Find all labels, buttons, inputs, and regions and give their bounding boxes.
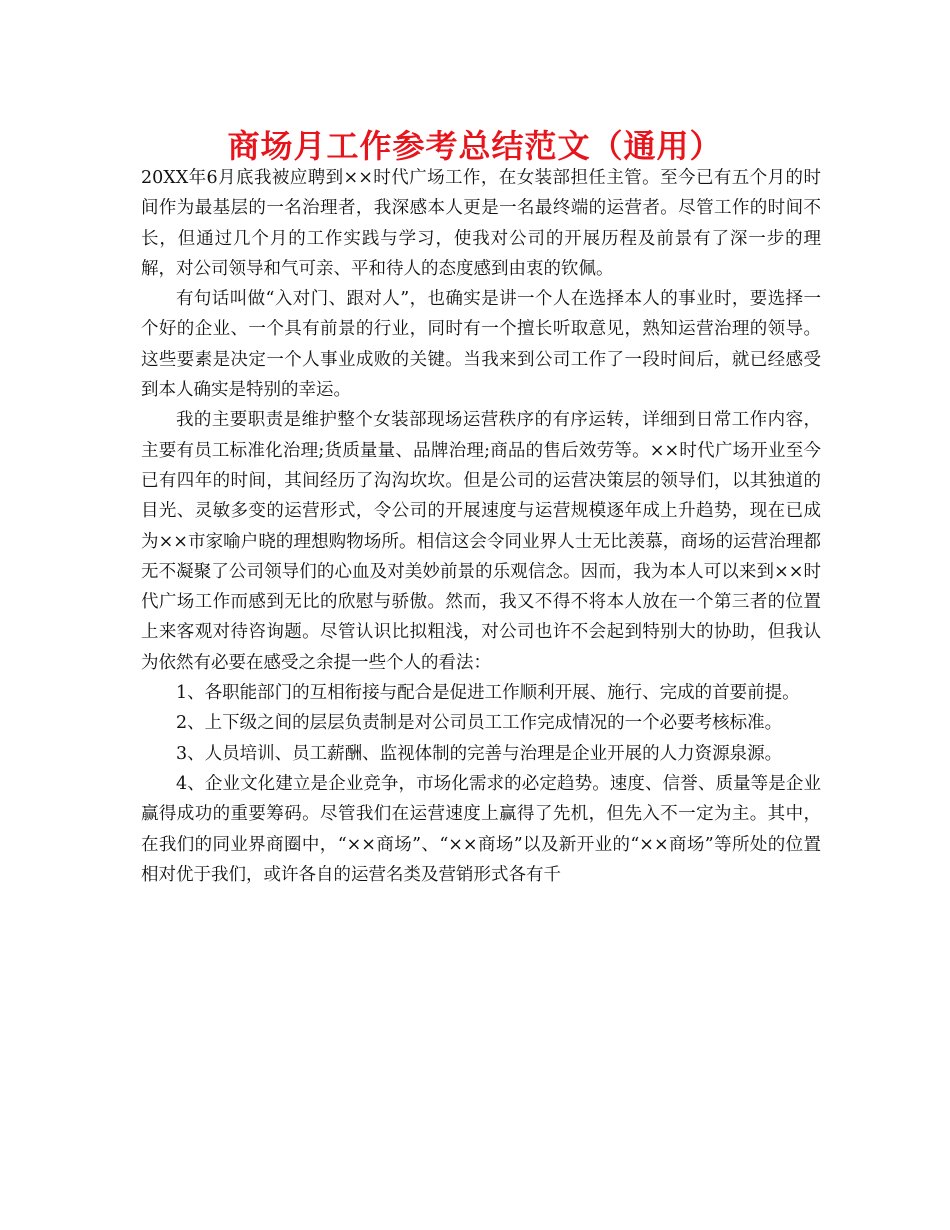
document-body <box>141 163 821 890</box>
list-item-2: 2、上下级之间的层层负责制是对公司员工工作完成情况的一个必要考核标准。 <box>176 713 783 734</box>
paragraph-2: 有句话叫做“入对门、跟对人”，也确实是讲一个人在选择本人的事业时，要选择一个好的企业、一个具有前景的行业，同时有一个擅长听取意见，熟知运营治理的领导。这些要素是决定一个人事业成败的关键。当我来到公司工作了一段时间后，就已经感受到本人确实是特别的幸运。 <box>141 289 821 401</box>
list-item-1: 1、各职能部门的互相衔接与配合是促进工作顺利开展、施行、完成的首要前提。 <box>176 683 800 704</box>
document-title: 商场月工作参考总结范文（通用） <box>227 127 723 165</box>
list-item-3: 3、人员培训、员工薪酬、监视体制的完善与治理是企业开展的人力资源泉源。 <box>176 743 783 764</box>
list-item-4: 4、企业文化建立是企业竞争，市场化需求的必定趋势。速度、信誉、质量等是企业赢得成功的重要筹码。尽管我们在运营速度上赢得了先机，但先入不一定为主。其中，在我们的同业界商圈中，“××商场”、“××商场”以及新开业的“××商场”等所处的位置相对优于我们，或许各自的运营名类及营销形式各有千 <box>141 773 821 885</box>
paragraph-3: 我的主要职责是维护整个女装部现场运营秩序的有序运转，详细到日常工作内容，主要有员工标准化治理;货质量量、品牌治理;商品的售后效劳等。××时代广场开业至今已有四年的时间，其间经历了沟沟坎坎。但是公司的运营决策层的领导们，以其独道的目光、灵敏多变的运营形式，令公司的开展速度与运营规模逐年成上升趋势，现在已成为××市家喻户晓的理想购物场所。相信这会令同业界人士无比羡慕，商场的运营治理都无不凝聚了公司领导们的心血及对美妙前景的乐观信念。因而，我为本人可以来到××时代广场工作而感到无比的欣慰与骄傲。然而，我又不得不将本人放在一个第三者的位置上来客观对待咨询题。尽管认识比拟粗浅，对公司也许不会起到特别大的协助，但我认为依然有必要在感受之余提一些个人的看法： <box>141 410 821 673</box>
paragraph-1: 20XX年6月底我被应聘到××时代广场工作，在女装部担任主管。至今已有五个月的时间作为最基层的一名治理者，我深感本人更是一名最终端的运营者。尽管工作的时间不长，但通过几个月的工作实践与学习，使我对公司的开展历程及前景有了深一步的理解，对公司领导和气可亲、平和待人的态度感到由衷的钦佩。 <box>141 168 821 279</box>
